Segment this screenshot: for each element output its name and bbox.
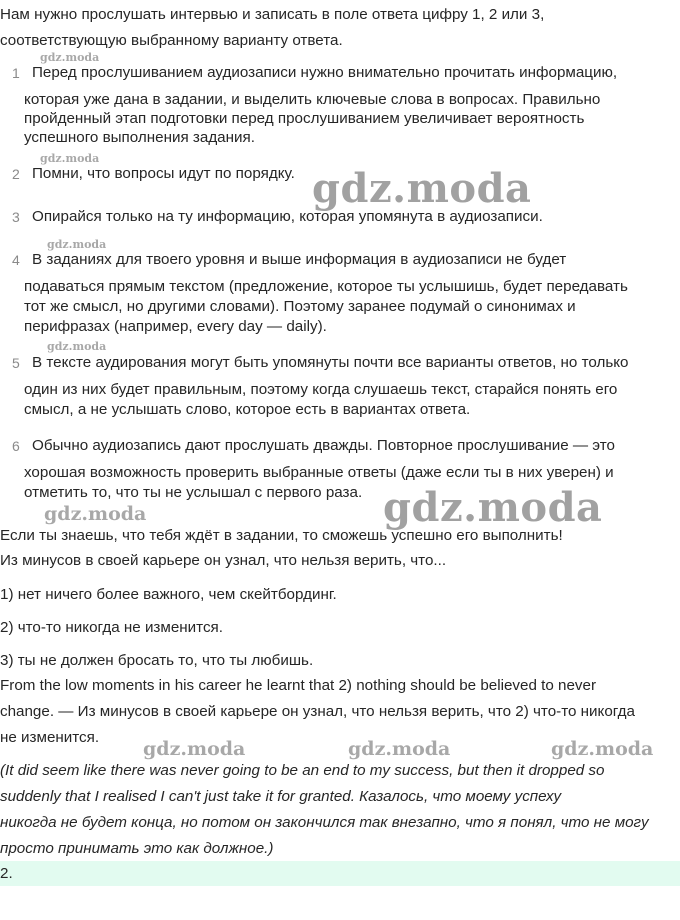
tip-number: 4: [12, 252, 20, 268]
quote-line-2: suddenly that I realised I can't just take it for granted. Казалось, что моему успеху: [0, 788, 562, 805]
tip-line: Помни, что вопросы идут по порядку.: [32, 165, 295, 182]
watermark-logo: gdz.moda: [348, 738, 451, 760]
tip-line: один из них будет правильным, поэтому когда слушаешь текст, старайся понять его: [24, 381, 618, 398]
watermark-logo: gdz.moda: [40, 152, 100, 165]
quote-line-1: (It did seem like there was never going to be an end to my success, but then it dropped so: [0, 762, 605, 779]
tip-line: В тексте аудирования могут быть упомянуты почти все варианты ответов, но только: [32, 354, 629, 371]
quote-line-4: просто принимать это как должное.): [0, 840, 274, 857]
tip-line: успешного выполнения задания.: [24, 129, 255, 146]
watermark-logo: gdz.moda: [143, 738, 246, 760]
tip-line: перифразах (например, every day — daily).: [24, 318, 327, 335]
tip-number: 6: [12, 438, 20, 454]
tip-line: отметить то, что ты не услышал с первого раза.: [24, 484, 363, 501]
next-answer-label: 2.: [0, 865, 13, 882]
watermark-logo: gdz.moda: [383, 484, 603, 531]
watermark-logo: gdz.moda: [47, 340, 107, 353]
tip-line: подаваться прямым текстом (предложение, которое ты услышишь, будет передавать: [24, 278, 628, 295]
tip-number: 3: [12, 209, 20, 225]
intro-line-2: соответствующую выбранному варианту ответа.: [0, 32, 343, 49]
closing-text: Если ты знаешь, что тебя ждёт в задании, то сможешь успешно его выполнить!: [0, 527, 563, 544]
quote-line-3: никогда не будет конца, но потом он закончился так внезапно, что я понял, что не могу: [0, 814, 649, 831]
tip-number: 2: [12, 166, 20, 182]
tip-line: хорошая возможность проверить выбранные ответы (даже если ты в них уверен) и: [24, 464, 614, 481]
tip-number: 1: [12, 65, 20, 81]
answer-line-2: change. — Из минусов в своей карьере он узнал, что нельзя верить, что 2) что-то никогда: [0, 703, 635, 720]
watermark-logo: gdz.moda: [44, 503, 147, 525]
tip-line: Опирайся только на ту информацию, которая упомянута в аудиозаписи.: [32, 208, 543, 225]
watermark-logo: gdz.moda: [47, 238, 107, 251]
tip-line: Перед прослушиванием аудиозаписи нужно внимательно прочитать информацию,: [32, 64, 618, 81]
tip-number: 5: [12, 355, 20, 371]
tip-line: Обычно аудиозапись дают прослушать дважды. Повторное прослушивание — это: [32, 437, 615, 454]
watermark-logo: gdz.moda: [551, 738, 654, 760]
tip-line: смысл, а не услышать слово, которое есть в вариантах ответа.: [24, 401, 471, 418]
tip-line: тот же смысл, но другими словами). Поэтому заранее подумай о синонимах и: [24, 298, 576, 315]
option-2: 2) что-то никогда не изменится.: [0, 619, 223, 636]
answer-line-1: From the low moments in his career he learnt that 2) nothing should be believed to never: [0, 677, 597, 694]
intro-line-1: Нам нужно прослушать интервью и записать в поле ответа цифру 1, 2 или 3,: [0, 6, 545, 23]
watermark-logo: gdz.moda: [40, 51, 100, 64]
option-3: 3) ты не должен бросать то, что ты любишь.: [0, 652, 314, 669]
answer-line-3: не изменится.: [0, 729, 100, 746]
tip-line: которая уже дана в задании, и выделить ключевые слова в вопросах. Правильно: [24, 91, 601, 108]
next-answer-bar: [0, 861, 680, 886]
tip-line: пройденный этап подготовки перед прослушиванием увеличивает вероятность: [24, 110, 585, 127]
option-1: 1) нет ничего более важного, чем скейтбординг.: [0, 586, 337, 603]
question-text: Из минусов в своей карьере он узнал, что нельзя верить, что...: [0, 552, 447, 569]
watermark-logo: gdz.moda: [312, 165, 532, 212]
tip-line: В заданиях для твоего уровня и выше информация в аудиозаписи не будет: [32, 251, 567, 268]
